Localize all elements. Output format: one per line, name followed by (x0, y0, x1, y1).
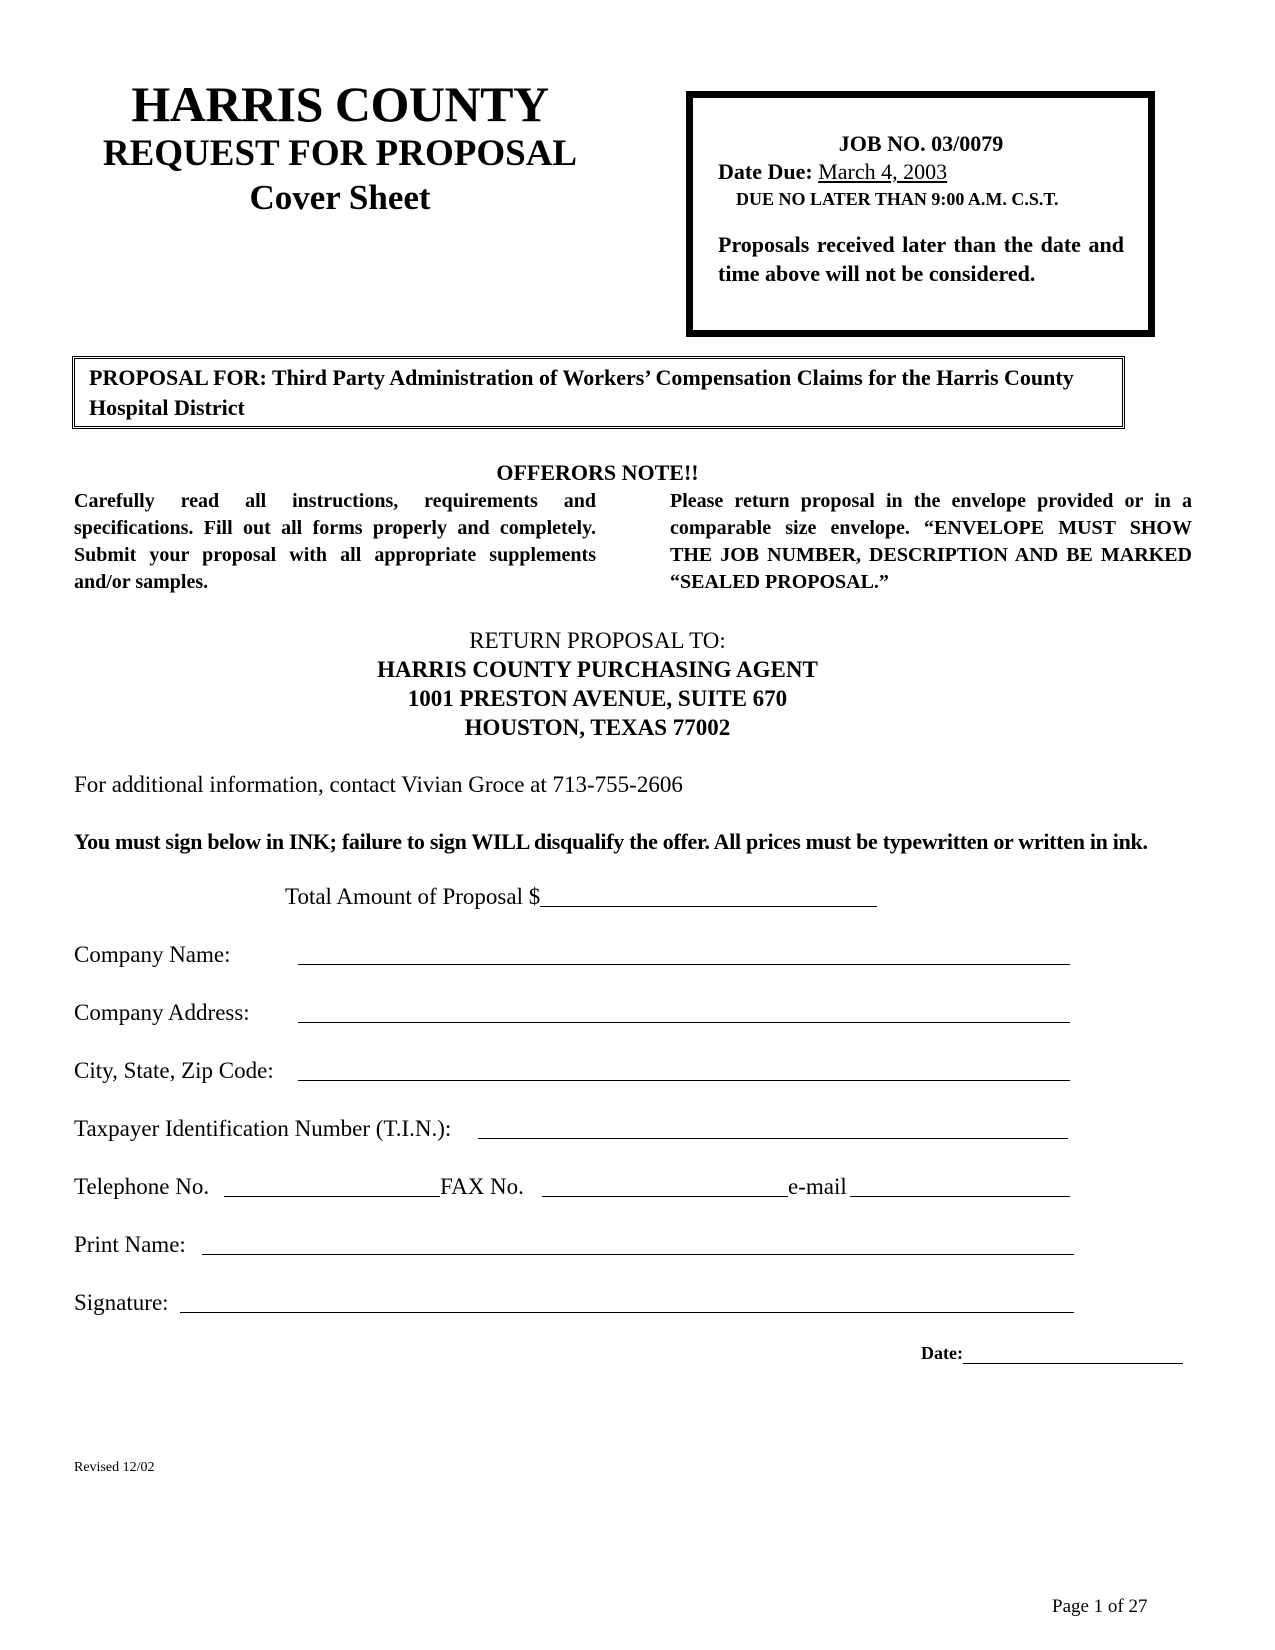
date-label: Date: (921, 1343, 963, 1363)
page-number: Page 1 of 27 (1052, 1596, 1148, 1617)
sign-in-ink-note: You must sign below in INK; failure to sign WILL disqualify the offer. All prices must be typewritten or written in ink. (74, 829, 1148, 854)
phone-fax-email-row (74, 1172, 1070, 1202)
tin-row (74, 1114, 1068, 1144)
contact-info: For additional information, contact Vivian Groce at 713-755-2606 (74, 772, 683, 797)
city-state-zip-row (74, 1056, 1070, 1086)
total-amount-field[interactable] (540, 884, 877, 907)
return-line3: HOUSTON, TEXAS 77002 (464, 715, 731, 740)
title-cover-sheet: Cover Sheet (249, 178, 431, 217)
print-name-label: Print Name: (74, 1232, 186, 1257)
company-address-row (74, 998, 1070, 1028)
company-name-field[interactable] (298, 942, 1070, 965)
email-label: e-mail (788, 1174, 847, 1199)
fax-field[interactable] (542, 1174, 788, 1197)
signature-label: Signature: (74, 1290, 169, 1315)
company-address-field[interactable] (298, 1000, 1070, 1023)
due-deadline: DUE NO LATER THAN 9:00 A.M. C.S.T. (736, 189, 1059, 209)
total-amount-label: Total Amount of Proposal $ (285, 884, 541, 909)
title-harris-county: HARRIS COUNTY (131, 76, 549, 132)
revised-date: Revised 12/02 (74, 1460, 155, 1475)
offerors-note-left: Carefully read all instructions, requirements and specifications. Fill out all forms properly and completely. Submit your proposal with all appropriate supplements and/or samples. (74, 490, 596, 593)
print-name-field[interactable] (202, 1232, 1074, 1255)
company-address-label: Company Address: (74, 1000, 250, 1025)
date-due-value: March 4, 2003 (818, 159, 948, 184)
return-label: RETURN PROPOSAL TO: (469, 628, 726, 653)
telephone-label: Telephone No. (74, 1174, 210, 1199)
title-request-for-proposal: REQUEST FOR PROPOSAL (102, 133, 578, 174)
job-number: JOB NO. 03/0079 (838, 131, 1004, 156)
return-line2: 1001 PRESTON AVENUE, SUITE 670 (407, 686, 788, 711)
telephone-field[interactable] (224, 1174, 440, 1197)
job-info-box (686, 91, 1155, 337)
date-due-line (718, 158, 1124, 186)
return-line1: HARRIS COUNTY PURCHASING AGENT (377, 657, 818, 682)
city-state-zip-field[interactable] (298, 1058, 1070, 1081)
offerors-note-right: Please return proposal in the envelope provided or in a comparable size envelope. “ENVELOPE MUST SHOW THE JOB NUMBER, DESCRIPTION AND BE MARKED “SEALED PROPOSAL.” (670, 490, 1192, 593)
fax-label: FAX No. (440, 1174, 524, 1199)
company-name-label: Company Name: (74, 942, 231, 967)
proposal-for-box: PROPOSAL FOR: Third Party Administration of Workers’ Compensation Claims for the Harris County Hospital District (72, 356, 1125, 429)
signature-row (74, 1288, 1074, 1318)
header-title-block (60, 76, 620, 220)
city-state-zip-label: City, State, Zip Code: (74, 1058, 274, 1083)
return-address-block (0, 626, 1195, 742)
total-amount-row (285, 882, 877, 912)
date-field[interactable] (963, 1345, 1183, 1364)
email-field[interactable] (850, 1174, 1070, 1197)
print-name-row (74, 1230, 1074, 1260)
late-proposal-note: Proposals received later than the date and time above will not be considered. (718, 232, 1124, 286)
date-row (921, 1338, 1183, 1368)
date-due-label: Date Due: (718, 159, 813, 184)
signature-field[interactable] (180, 1290, 1074, 1313)
company-name-row (74, 940, 1070, 970)
tin-field[interactable] (478, 1116, 1068, 1139)
tin-label: Taxpayer Identification Number (T.I.N.): (74, 1116, 452, 1141)
offerors-note-title: OFFERORS NOTE!! (496, 460, 699, 485)
